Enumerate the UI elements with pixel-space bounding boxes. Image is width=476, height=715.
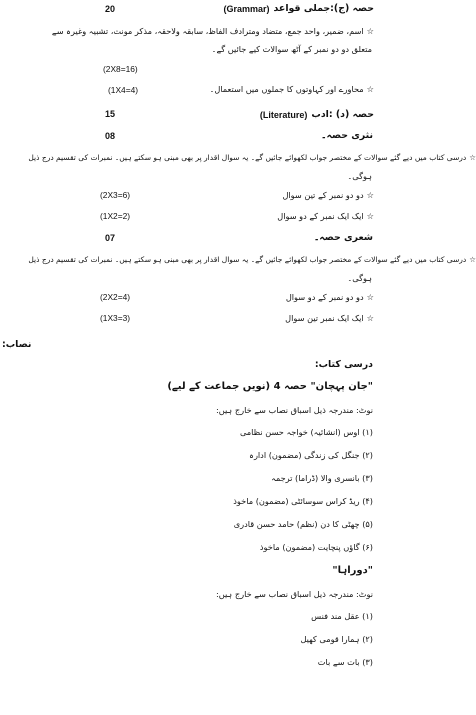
- book2-lesson: (۲) ہمارا قومی کھیل: [300, 634, 373, 644]
- prose-title: نثری حصہ۔: [320, 130, 373, 141]
- literature-heading-en: (Literature): [259, 109, 308, 120]
- poetry-marks: 07: [105, 233, 116, 243]
- literature-heading-ur: حصہ (د) :ادب: [311, 109, 374, 120]
- prose-para-line2: ہوگی۔: [347, 171, 372, 181]
- book1-lesson: (۱) اوس (انشائیہ) خواجہ حسن نظامی: [239, 427, 373, 437]
- poetry-title: شعری حصہ۔: [313, 232, 373, 243]
- literature-heading: [260, 109, 374, 120]
- poetry-item2: ☆ ایک ایک نمبر تین سوال: [285, 313, 374, 323]
- poetry-item2-formula: (1X3=3): [100, 313, 131, 323]
- prose-item2-formula: (1X2=2): [100, 211, 131, 221]
- book1-lesson: (۵) چھٹی کا دن (نظم) حامد حسن قادری: [233, 519, 373, 529]
- grammar-item1-line2: متعلق دو دو نمبر کے آٹھ سوالات کیے جائیں گے۔: [211, 44, 372, 54]
- prose-item2: ☆ ایک ایک نمبر کے دو سوال: [277, 211, 374, 221]
- book1-lesson: (۶) گاؤں پنچایت (مضمون) ماخوذ: [259, 542, 373, 552]
- literature-marks: 15: [105, 109, 116, 119]
- grammar-item2: ☆ محاورے اور کہاوتوں کا جملوں میں استعمال۔: [210, 84, 374, 94]
- textbook-label: درسی کتاب:: [314, 359, 373, 370]
- prose-item1: ☆ دو دو نمبر کے تین سوال: [282, 190, 374, 200]
- book2-lesson: (۳) بات سے بات: [317, 657, 373, 667]
- book1-lesson: (۳) بانسری والا (ڈراما) ترجمہ: [271, 473, 373, 483]
- prose-marks: 08: [105, 131, 116, 141]
- poetry-item1-formula: (2X2=4): [100, 292, 131, 302]
- poetry-para-line2: ہوگی۔: [347, 273, 372, 283]
- book1-title: "جان پہچان" حصہ 4 (نویں جماعت کے لیے): [167, 381, 373, 392]
- book2-lesson: (۱) عقل مند فنس: [311, 611, 373, 621]
- grammar-item2-formula: (1X4=4): [108, 85, 139, 95]
- book1-lesson: (۲) جنگل کی زندگی (مضمون) ادارہ: [249, 450, 373, 460]
- prose-item1-formula: (2X3=6): [100, 190, 131, 200]
- syllabus-heading: نصاب:: [2, 339, 32, 350]
- book1-lesson: (۴) ریڈ کراس سوسائٹی (مضمون) ماخوذ: [233, 496, 373, 506]
- book2-title: "دوراہا": [332, 565, 373, 576]
- grammar-heading-en: (Grammar): [223, 3, 270, 14]
- book1-note: نوٹ: مندرجہ ذیل اسباق نصاب سے خارج ہیں:: [215, 405, 373, 415]
- poetry-para-line1: ☆ درسی کتاب میں دیے گئے سوالات کے مختصر جواب لکھوائے جائیں گے۔ یہ سوال اقدار پر بھی مبنی ہو سکتے ہیں۔ نمبرات کی تقسیم درج ذیل: [28, 255, 476, 264]
- book2-note: نوٹ: مندرجہ ذیل اسباق نصاب سے خارج ہیں:: [215, 589, 373, 599]
- grammar-heading: [223, 3, 374, 14]
- grammar-marks: 20: [105, 4, 116, 14]
- grammar-heading-ur: حصہ (ج):جملی قواعد: [273, 3, 374, 14]
- poetry-item1: ☆ دو دو نمبر کے دو سوال: [286, 292, 374, 302]
- grammar-item1-formula: (2X8=16): [103, 64, 138, 74]
- prose-para-line1: ☆ درسی کتاب میں دیے گئے سوالات کے مختصر جواب لکھوائے جائیں گے۔ یہ سوال اقدار پر بھی مبنی ہو سکتے ہیں۔ نمبرات کی تقسیم درج ذیل: [28, 153, 476, 162]
- grammar-item1-line1: ☆ اسم، ضمیر، واحد جمع، متضاد ومترادف الفاظ، سابقہ ولاحقہ، مذکر مونث، تشبیہ وغیرہ سے: [52, 26, 374, 36]
